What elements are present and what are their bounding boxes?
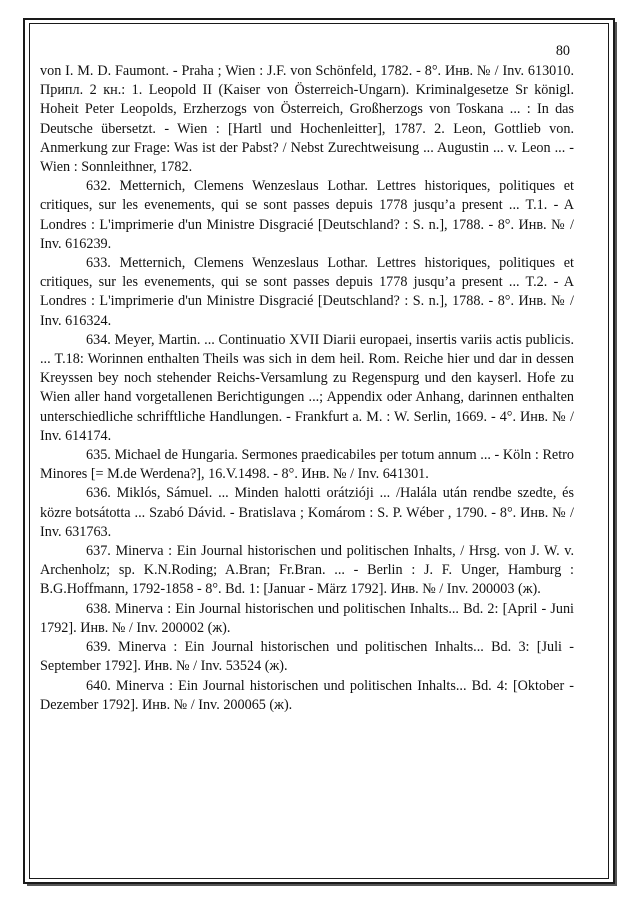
- catalog-entry-638: 638. Minerva : Ein Journal historischen und politischen Inhalts... Bd. 2: [April - Juni 1792]. Инв. № / Inv. 200002 (ж).: [40, 600, 574, 636]
- catalog-entry-636: 636. Miklós, Sámuel. ... Minden halotti orátzióji ... /Halála után rendbe szedte, és közre botsátotta ... Szabó Dávid. - Bratislava ; Komárom : S. P. Wéber , 1790. - 8°. Инв. № / Inv. 631763.: [40, 485, 574, 540]
- catalog-entry-continuation: von I. M. D. Faumont. - Praha ; Wien : J.F. von Schönfeld, 1782. - 8°. Инв. № / Inv. 613010. Припл. 2 кн.: 1. Leopold II (Kaiser von Österreich-Ungarn). Kriminalgesetze Sr königl. Hoheit Peter Leopolds, Erzherzogs von Österreich, Großherzogs von Toskana ... : In das Deutsche übersetzt. - Wien : [Hartl und Hochenleitter], 1787. 2. Leon, Gottlieb von. Anmerkung zur Frage: Was ist der Pabst? / Nebst Zurechtweisung ... Augustin ... v. Leon ... - Wien : Sonnleithner, 1782.: [40, 63, 574, 176]
- catalog-page: [40, 42, 574, 715]
- catalog-entry-635: 635. Michael de Hungaria. Sermones praedicabiles per totum annum ... - Köln : Retro Minores [= M.de Werdena?], 16.V.1498. - 8°. Инв. № / Inv. 641301.: [40, 447, 574, 483]
- page-border-shadow-right: [615, 22, 617, 886]
- page-border-shadow-bottom: [27, 884, 617, 886]
- catalog-entry-632: 632. Metternich, Clemens Wenzeslaus Lothar. Lettres historiques, politiques et critiques, sur les evenements, qui se sont passes depuis 1778 jusqu’a present ... T.1. - A Londres : L'imprimerie d'un Ministre Disgracié [Deutschland? : S. n.], 1788. - 8°. Инв. № / Inv. 616239.: [40, 178, 574, 252]
- catalog-entry-633: 633. Metternich, Clemens Wenzeslaus Lothar. Lettres historiques, politiques et critiques, sur les evenements, qui se sont passes depuis 1778 jusqu’a present ... T.2. - A Londres : L'imprimerie d'un Ministre Disgracié [Deutschland? : S. n.], 1788. - 8°. Инв. № / Inv. 616324.: [40, 255, 574, 329]
- catalog-entry-640: 640. Minerva : Ein Journal historischen und politischen Inhalts... Bd. 4: [Oktober - Dezember 1792]. Инв. № / Inv. 200065 (ж).: [40, 677, 574, 713]
- page-number: 80: [555, 43, 570, 59]
- catalog-entry-634: 634. Meyer, Martin. ... Continuatio XVII Diarii europaei, insertis variis actis publicis. ... T.18: Worinnen enthalten Theils was sich in dem heil. Rom. Reiche hier und dar in dessen Kreyssen bey noch stehender Reichs-Versamlung zu Regenspurg und den kayserl. Hofe zu Wien aller hand vorgetallenen Berichtigungen ...; Appendix oder Anhang, darinnen enthalten unterschiedliche schrifftliche Handlungen. - Frankfurt a. M. : W. Serlin, 1669. - 4°. Инв. № / Inv. 614174.: [40, 331, 574, 444]
- catalog-entry-637: 637. Minerva : Ein Journal historischen und politischen Inhalts, / Hrsg. von J. W. v. Archenholz; sp. K.N.Roding; A.Bran; Fr.Bran. ... - Berlin : J. F. Unger, Hamburg : B.G.Hoffmann, 1792-1858 - 8°. Bd. 1: [Januar - März 1792]. Инв. № / Inv. 200003 (ж).: [40, 543, 574, 598]
- catalog-entry-639: 639. Minerva : Ein Journal historischen und politischen Inhalts... Bd. 3: [Juli - September 1792]. Инв. № / Inv. 53524 (ж).: [40, 639, 574, 675]
